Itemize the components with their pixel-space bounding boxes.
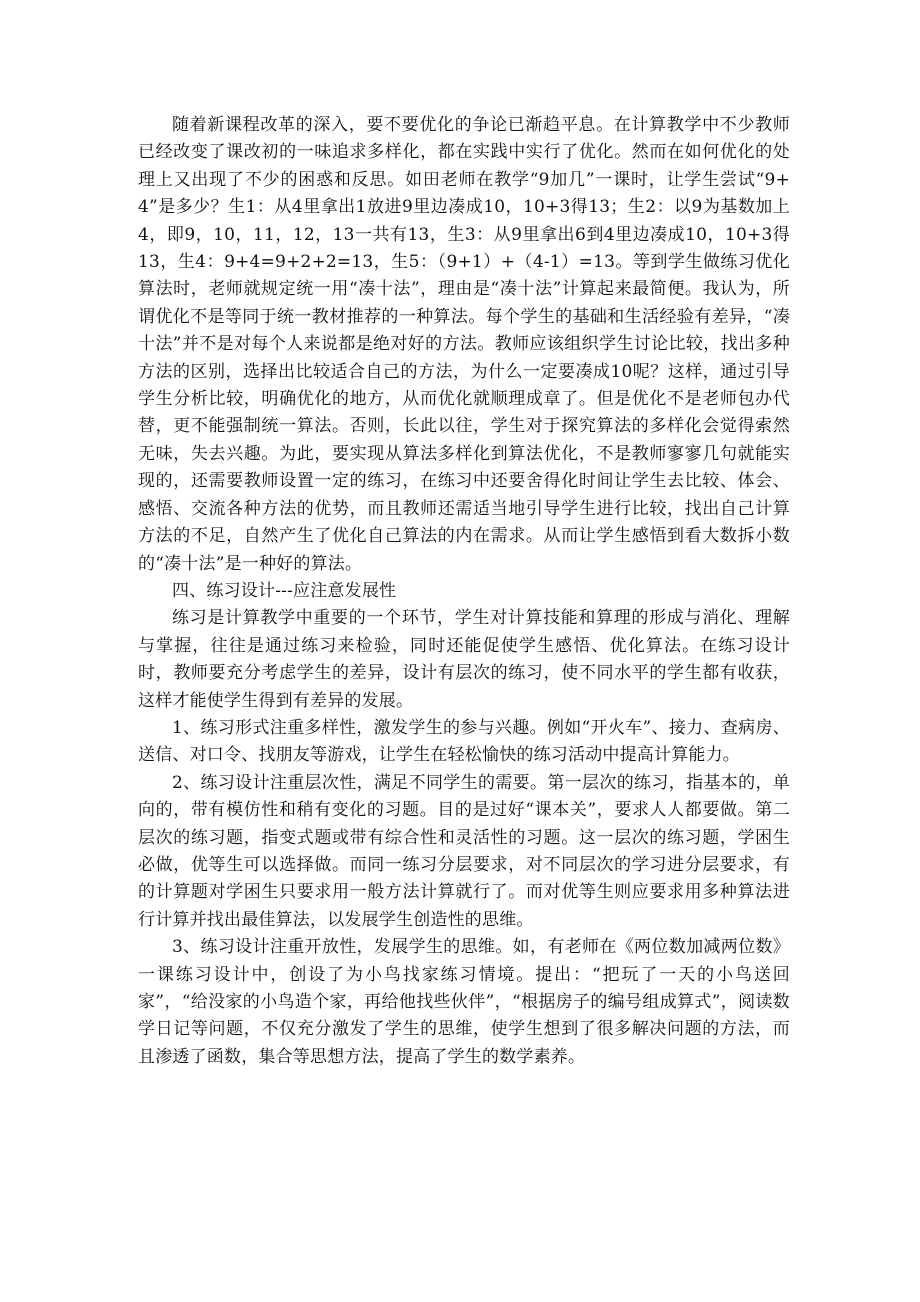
paragraph-optimization-discussion: 随着新课程改革的深入，要不要优化的争论已渐趋平息。在计算教学中不少教师已经改变了课改初的一味追求多样化，都在实践中实行了优化。然而在如何优化的处理上又出现了不少的困惑和反思。如田老师在教学“9加几”一课时，让学生尝试“9+4”是多少？生1：从4里拿出1放进9里边凑成10，10+3得13；生2：以9为基数加上4，即9，10，11，12，13一共有13，生3：从9里拿出6到4里边凑成10，10+3得13，生4：9+4=9+2+2=13，生5：（9+1）+（4-1）=13。等到学生做练习优化算法时，老师就规定统一用“凑十法”，理由是“凑十法”计算起来最简便。我认为，所谓优化不是等同于统一教材推荐的一种算法。每个学生的基础和生活经验有差异，“凑十法”并不是对每个人来说都是绝对好的方法。教师应该组织学生讨论比较，找出多种方法的区别，选择出比较适合自己的方法，为什么一定要凑成10呢？这样，通过引导学生分析比较，明确优化的地方，从而优化就顺理成章了。但是优化不是老师包办代替，更不能强制统一算法。否则，长此以往，学生对于探究算法的多样化会觉得索然无味，失去兴趣。为此，要实现从算法多样化到算法优化，不是教师寥寥几句就能实现的，还需要教师设置一定的练习，在练习中还要舍得化时间让学生去比较、体会、感悟、交流各种方法的优势，而且教师还需适当地引导学生进行比较，找出自己计算方法的不足，自然产生了优化自己算法的内在需求。从而让学生感悟到看大数拆小数的“凑十法”是一种好的算法。 xyxy=(138,115,790,574)
paragraph-point-3-openness: 3、练习设计注重开放性，发展学生的思维。如，有老师在《两位数加减两位数》一课练习设计中，创设了为小鸟找家练习情境。提出：“把玩了一天的小鸟送回家”，“给没家的小鸟造个家，再给他找些伙伴”，“根据房子的编号组成算式”，阅读数学日记等问题，不仅充分激发了学生的思维，使学生想到了很多解决问题的方法，而且渗透了函数，集合等思想方法，提高了学生的数学素养。 xyxy=(138,937,790,1067)
paragraph-point-1-variety: 1、练习形式注重多样性，激发学生的参与兴趣。例如“开火车”、接力、查病房、送信、对口令、找朋友等游戏，让学生在轻松愉快的练习活动中提高计算能力。 xyxy=(138,717,790,766)
paragraph-point-2-levels: 2、练习设计注重层次性，满足不同学生的需要。第一层次的练习，指基本的，单向的，带有模仿性和稍有变化的习题。目的是过好“课本关”，要求人人都要做。第二层次的练习题，指变式题或带有综合性和灵活性的习题。这一层次的练习题，学困生必做，优等生可以选择做。而同一练习分层要求，对不同层次的学习进分层要求，有的计算题对学困生只要求用一般方法计算就行了。而对优等生则应要求用多种算法进行计算并找出最佳算法，以发展学生创造性的思维。 xyxy=(138,772,790,930)
paragraph-exercise-importance: 练习是计算教学中重要的一个环节，学生对计算技能和算理的形成与消化、理解与掌握，往往是通过练习来检验，同时还能促使学生感悟、优化算法。在练习设计时，教师要充分考虑学生的差异，设计有层次的练习，使不同水平的学生都有收获，这样才能使学生得到有差异的发展。 xyxy=(138,608,790,711)
section-heading-exercise-design: 四、练习设计---应注意发展性 xyxy=(172,580,397,601)
document-body xyxy=(138,112,790,1071)
